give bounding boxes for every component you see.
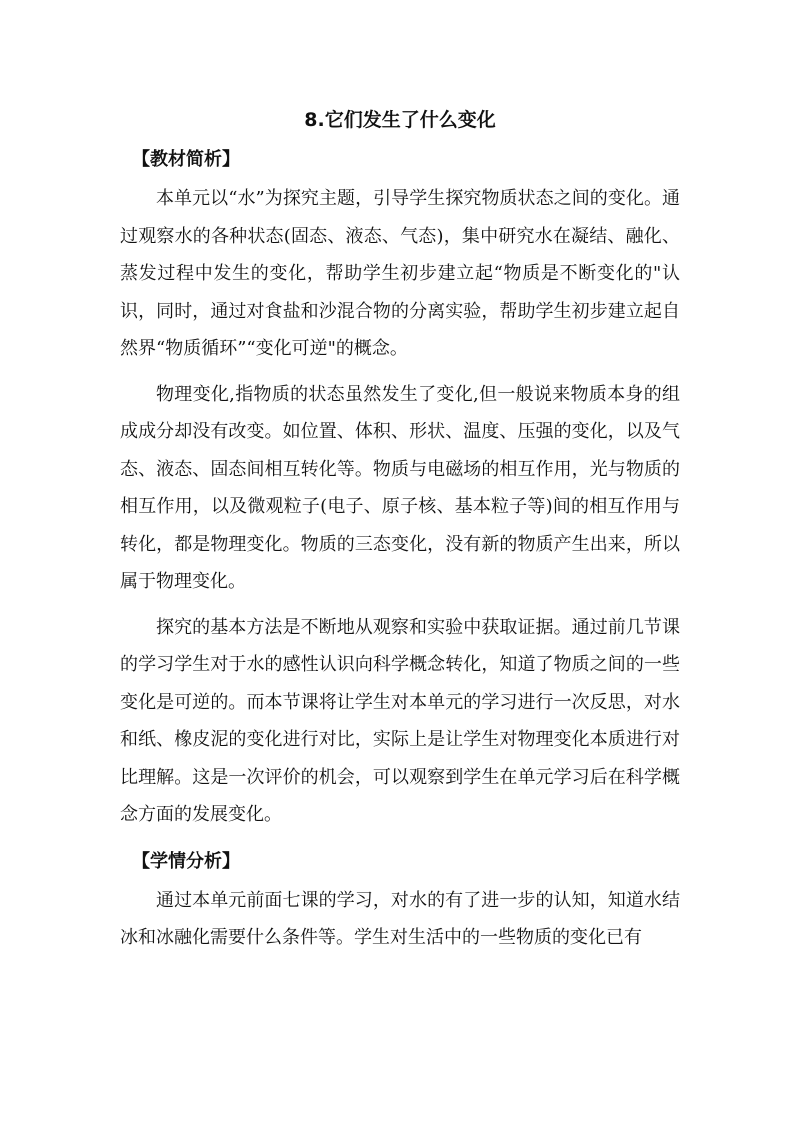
paragraph: 通过本单元前面七课的学习，对水的有了进一步的认知，知道水结冰和冰融化需要什么条件等。学生对生活中的一些物质的变化已有 (120, 889, 680, 948)
section-heading: 【教材简析】 (132, 149, 240, 170)
page-title: 8.它们发生了什么变化 (304, 109, 496, 131)
paragraph: 探究的基本方法是不断地从观察和实验中获取证据。通过前几节课的学习学生对于水的感性认识向科学概念转化，知道了物质之间的一些变化是可逆的。而本节课将让学生对本单元的学习进行一次反思，对水和纸、橡皮泥的变化进行对比，实际上是让学生对物理变化本质进行对比理解。这是一次评价的机会，可以观察到学生在单元学习后在科学概念方面的发展变化。 (120, 616, 680, 825)
section-textbook-analysis (120, 140, 680, 834)
section-heading: 【学情分析】 (132, 850, 240, 872)
paragraph: 本单元以“水”为探究主题，引导学生探究物质状态之间的变化。通过观察水的各种状态(固态、液态、气态)，集中研究水在凝结、融化、蒸发过程中发生的变化，帮助学生初步建立起“物质是不断变化的"认识，同时，通过对食盐和沙混合物的分离实验，帮助学生初步建立起自然界“物质循环”“变化可逆"的概念。 (120, 188, 680, 359)
section-student-analysis (120, 842, 680, 957)
document-body (120, 100, 680, 965)
paragraph: 物理变化,指物质的状态虽然发生了变化,但一般说来物质本身的组成成分却没有改变。如位置、体积、形状、温度、压强的变化，以及气态、液态、固态间相互转化等。物质与电磁场的相互作用，光与物质的相互作用，以及微观粒子(电子、原子核、基本粒子等)间的相互作用与转化，都是物理变化。物质的三态变化，没有新的物质产生出来，所以属于物理变化。 (120, 383, 680, 592)
